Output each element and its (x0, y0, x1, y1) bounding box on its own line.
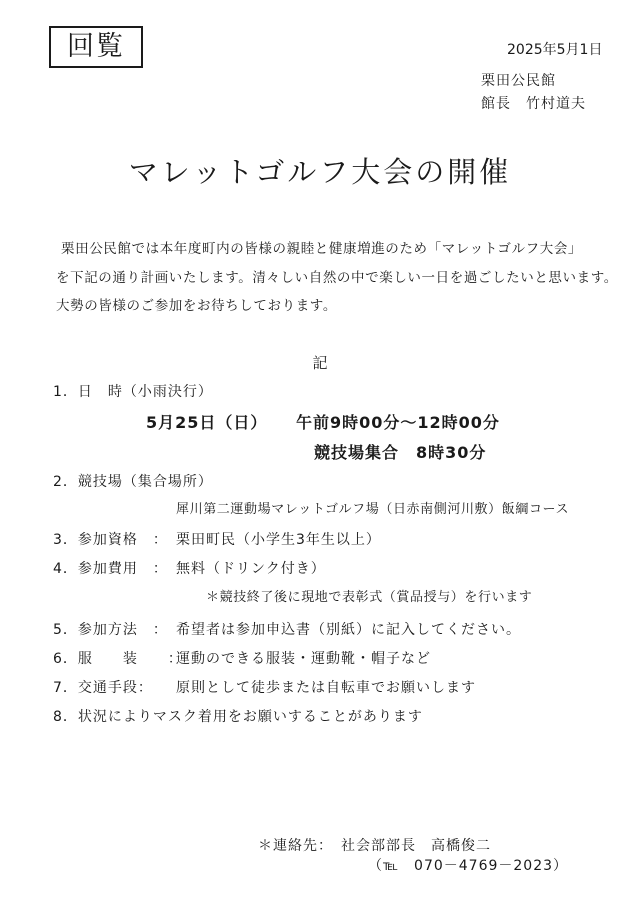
schedule-time: 午前9時00分～12時00分 (296, 413, 500, 432)
schedule-meeting-time: 競技場集合 8時30分 (314, 443, 487, 462)
venue-value: 犀川第二運動場マレットゴルフ場（日赤南側河川敷）飯綱コース (176, 502, 570, 517)
director-name: 館長 竹村道夫 (481, 96, 586, 112)
method-value: 希望者は参加申込書（別紙）に記入してください。 (176, 622, 521, 638)
circulation-stamp: 回覧 (49, 26, 143, 68)
eligibility-value: 栗田町民（小学生3年生以上） (176, 532, 381, 548)
venue-label: 2．競技場（集合場所） (53, 474, 213, 490)
mask-item: 8．状況によりマスク着用をお願いすることがあります (53, 709, 423, 725)
organization-name: 栗田公民館 (481, 73, 556, 89)
fee-value: 無料（ドリンク付き） (176, 561, 326, 577)
ki-heading: 記 (312, 354, 328, 372)
fee-label: 4．参加費用 ： (53, 561, 168, 577)
transport-label: 7．交通手段： (53, 680, 153, 696)
attire-label: 6．服 装 ： (53, 651, 183, 667)
eligibility-label: 3．参加資格 ： (53, 532, 168, 548)
contact-tel: （℡ 070－4769－2023） (368, 858, 569, 874)
schedule-label: 1．日 時（小雨決行） (53, 384, 213, 400)
contact-line: ＊連絡先： 社会部部長 高橋俊二 (258, 838, 491, 854)
fee-note: ＊競技終了後に現地で表彰式（賞品授与）を行います (206, 590, 533, 605)
schedule-date: 5月25日（日） (146, 413, 268, 432)
attire-value: 運動のできる服装・運動靴・帽子など (176, 651, 431, 667)
transport-value: 原則として徒歩または自転車でお願いします (176, 680, 476, 696)
method-label: 5．参加方法 ： (53, 622, 168, 638)
intro-line-2: を下記の通り計画いたします。清々しい自然の中で楽しい一日を過ごしたいと思います。 (56, 270, 618, 286)
issue-date: 2025年5月1日 (507, 42, 603, 58)
intro-line-3: 大勢の皆様のご参加をお待ちしております。 (56, 298, 337, 314)
intro-line-1: 栗田公民館では本年度町内の皆様の親睦と健康増進のため「マレットゴルフ大会」 (61, 241, 583, 257)
page-title: マレットゴルフ大会の開催 (128, 155, 512, 189)
